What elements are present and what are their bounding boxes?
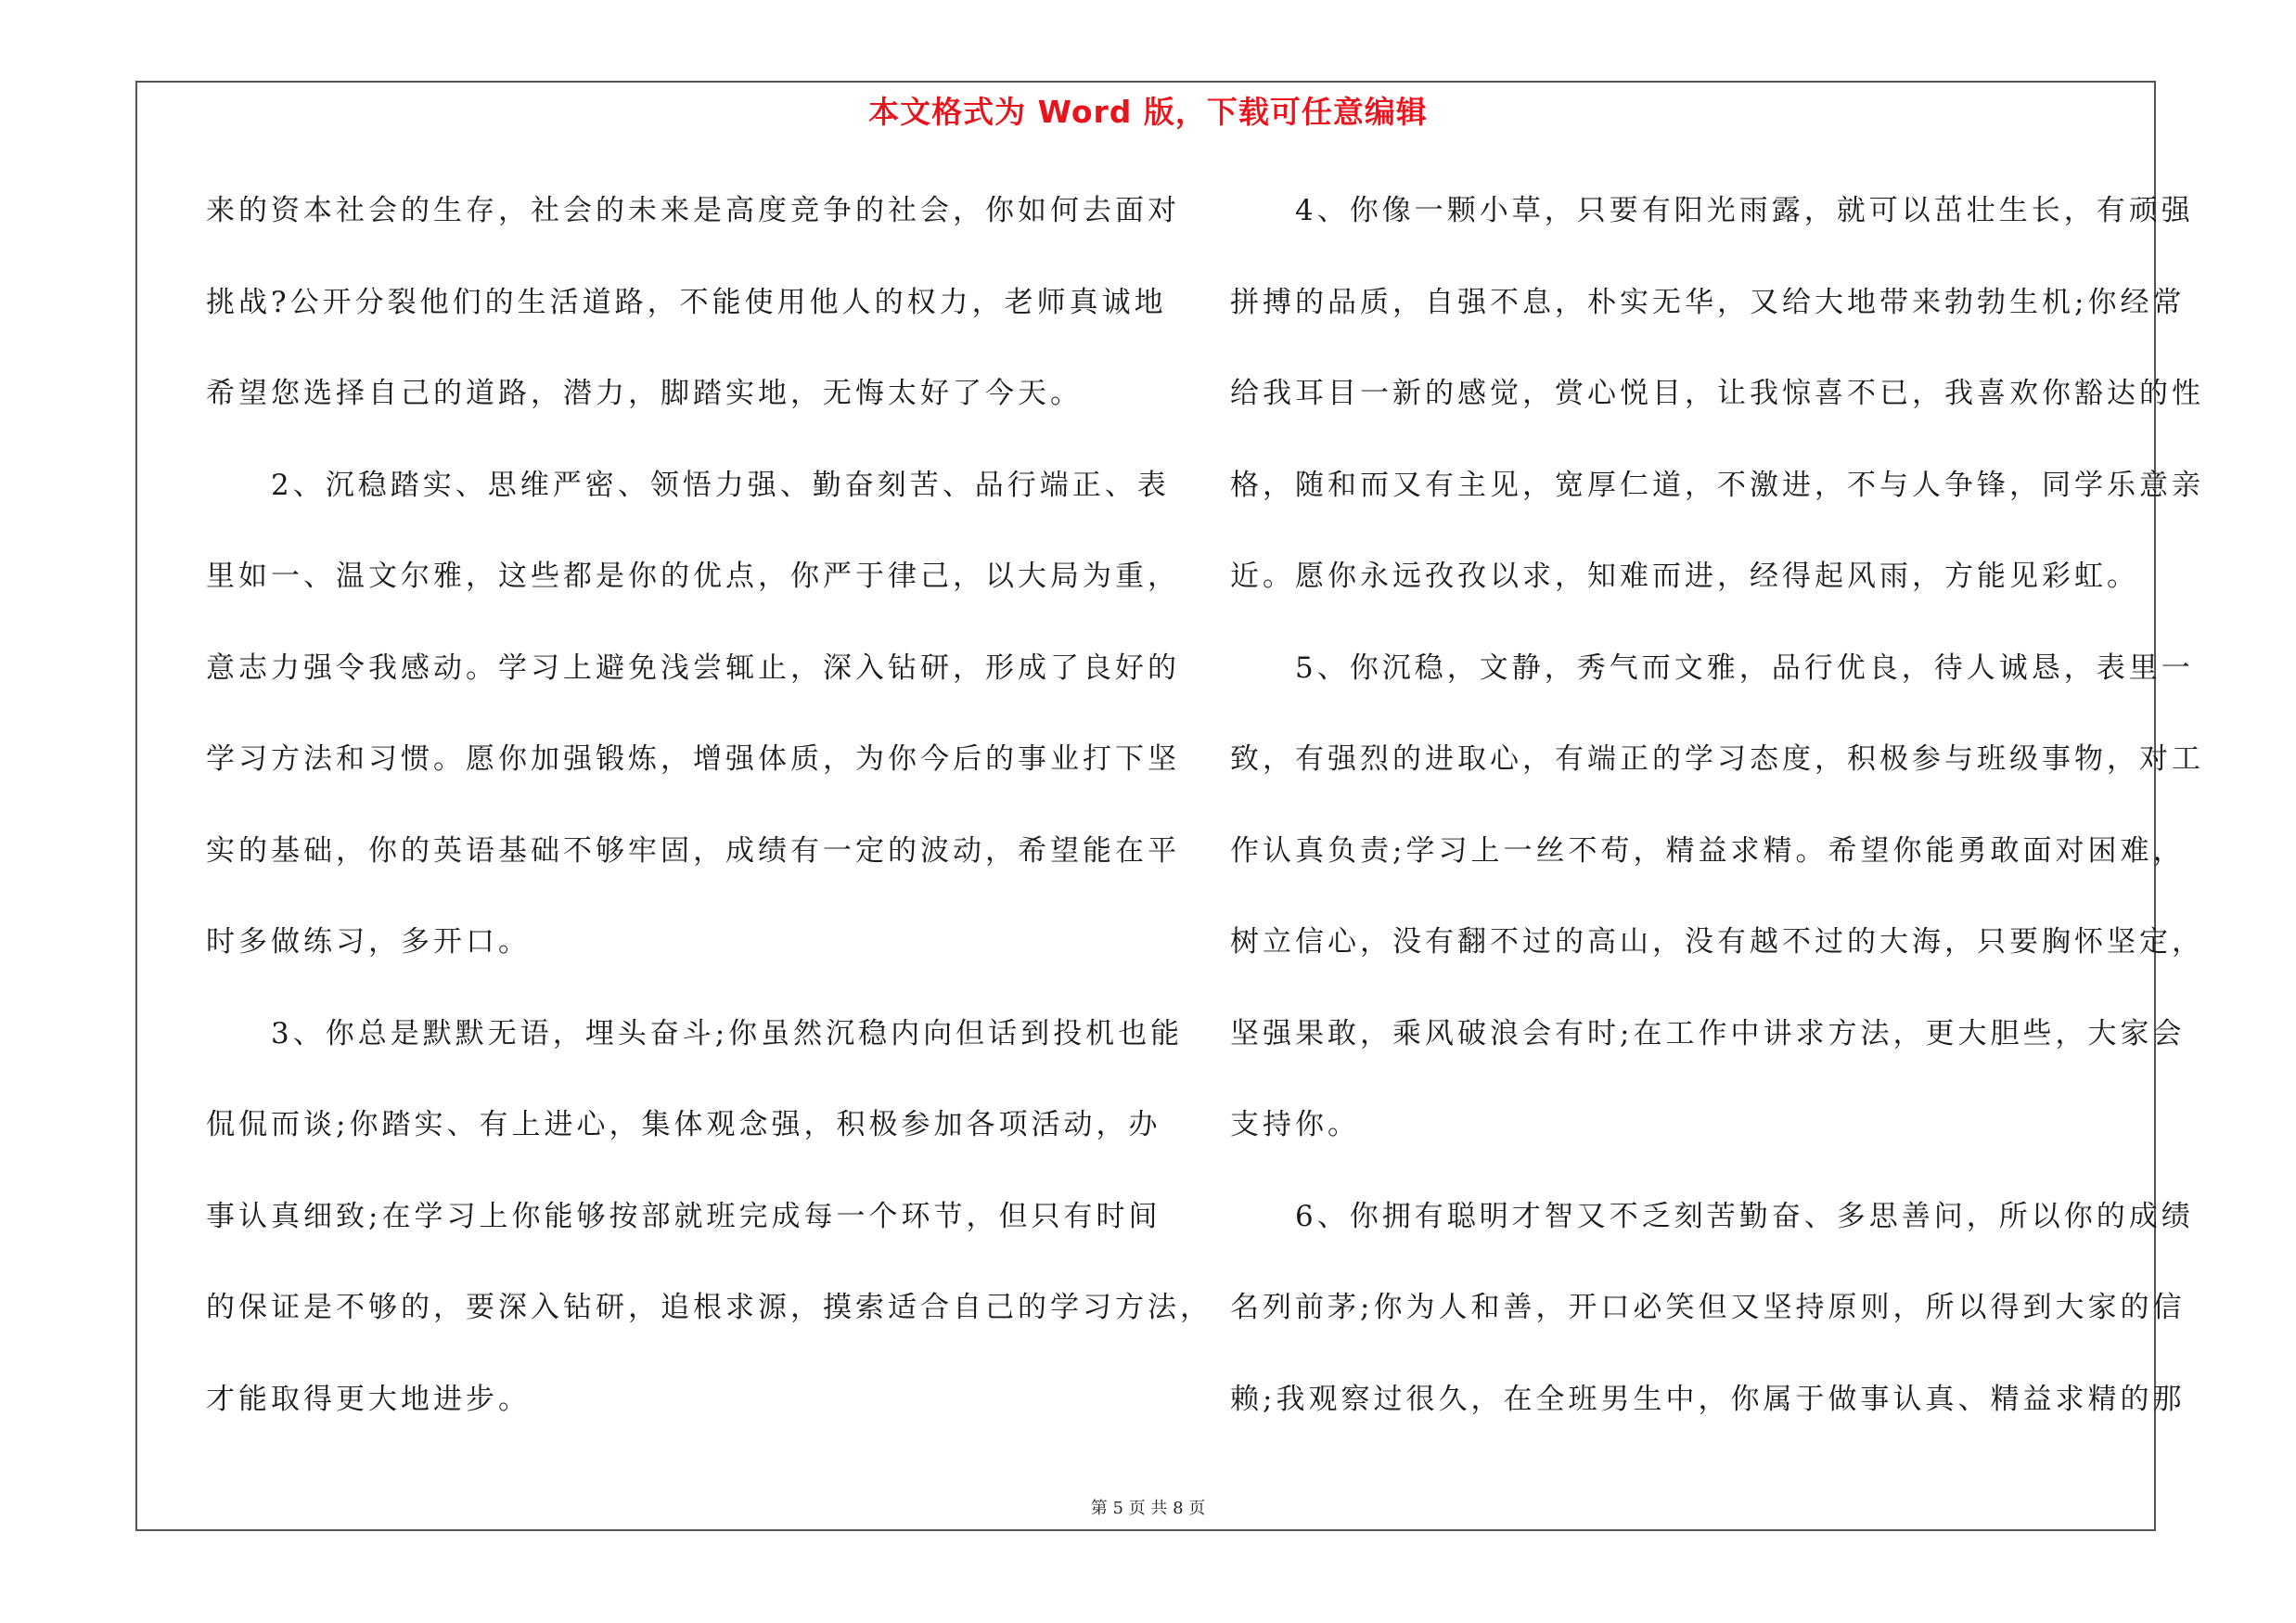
text-line: 挑战?公开分裂他们的生活道路，不能使用他人的权力，老师真诚地 xyxy=(206,285,1167,319)
text-line: 6、你拥有聪明才智又不乏刻苦勤奋、多思善问，所以你的成绩 xyxy=(1230,1199,2194,1233)
word-format-banner: 本文格式为 Word 版，下载可任意编辑 xyxy=(868,94,1428,130)
text-line: 赖;我观察过很久，在全班男生中，你属于做事认真、精益求精的那 xyxy=(1230,1382,2186,1416)
text-line: 格，随和而又有主见，宽厚仁道，不激进，不与人争锋，同学乐意亲 xyxy=(1230,468,2204,502)
text-line: 3、你总是默默无语，埋头奋斗;你虽然沉稳内向但话到投机也能 xyxy=(206,1016,1184,1050)
text-line: 作认真负责;学习上一丝不苟，精益求精。希望你能勇敢面对困难， xyxy=(1230,833,2186,868)
text-line: 近。愿你永远孜孜以求，知难而进，经得起风雨，方能见彩虹。 xyxy=(1230,560,2139,593)
text-line: 2、沉稳踏实、思维严密、领悟力强、勤奋刻苦、品行端正、表 xyxy=(206,468,1170,502)
text-line: 拼搏的品质，自强不息，朴实无华，又给大地带来勃勃生机;你经常 xyxy=(1230,285,2186,319)
text-line: 树立信心，没有翻不过的高山，没有越不过的大海，只要胸怀坚定， xyxy=(1230,925,2204,959)
text-line: 4、你像一颗小草，只要有阳光雨露，就可以茁壮生长，有顽强 xyxy=(1230,194,2194,227)
text-line: 才能取得更大地进步。 xyxy=(206,1382,531,1416)
page-number-footer: 第 5 页 共 8 页 xyxy=(1090,1499,1206,1518)
text-line: 侃侃而谈;你踏实、有上进心，集体观念强，积极参加各项活动，办 xyxy=(206,1108,1161,1141)
text-line: 坚强果敢，乘风破浪会有时;在工作中讲求方法，更大胆些，大家会 xyxy=(1230,1016,2186,1050)
text-line: 的保证是不够的，要深入钻研，追根求源，摸索适合自己的学习方法， xyxy=(206,1291,1212,1324)
text-line: 意志力强令我感动。学习上避免浅尝辄止，深入钻研，形成了良好的 xyxy=(206,650,1180,685)
text-line: 里如一、温文尔雅，这些都是你的优点，你严于律己，以大局为重， xyxy=(206,560,1180,593)
text-line: 希望您选择自己的道路，潜力，脚踏实地，无悔太好了今天。 xyxy=(206,377,1083,410)
text-line: 学习方法和习惯。愿你加强锻炼，增强体质，为你今后的事业打下坚 xyxy=(206,742,1180,776)
text-line: 时多做练习，多开口。 xyxy=(206,925,531,959)
left-text-column xyxy=(206,181,1212,1461)
text-line: 名列前茅;你为人和善，开口必笑但又坚持原则，所以得到大家的信 xyxy=(1230,1291,2186,1324)
text-line: 给我耳目一新的感觉，赏心悦目，让我惊喜不已，我喜欢你豁达的性 xyxy=(1230,377,2204,410)
text-line: 事认真细致;在学习上你能够按部就班完成每一个环节，但只有时间 xyxy=(206,1199,1161,1233)
text-line: 致，有强烈的进取心，有端正的学习态度，积极参与班级事物，对工 xyxy=(1230,742,2204,776)
text-line: 支持你。 xyxy=(1230,1108,1360,1141)
text-line: 实的基础，你的英语基础不够牢固，成绩有一定的波动，希望能在平 xyxy=(206,833,1180,868)
text-line: 来的资本社会的生存，社会的未来是高度竞争的社会，你如何去面对 xyxy=(206,194,1180,227)
text-line: 5、你沉稳，文静，秀气而文雅，品行优良，待人诚恳，表里一 xyxy=(1230,650,2194,685)
right-text-column xyxy=(1230,181,2204,1461)
